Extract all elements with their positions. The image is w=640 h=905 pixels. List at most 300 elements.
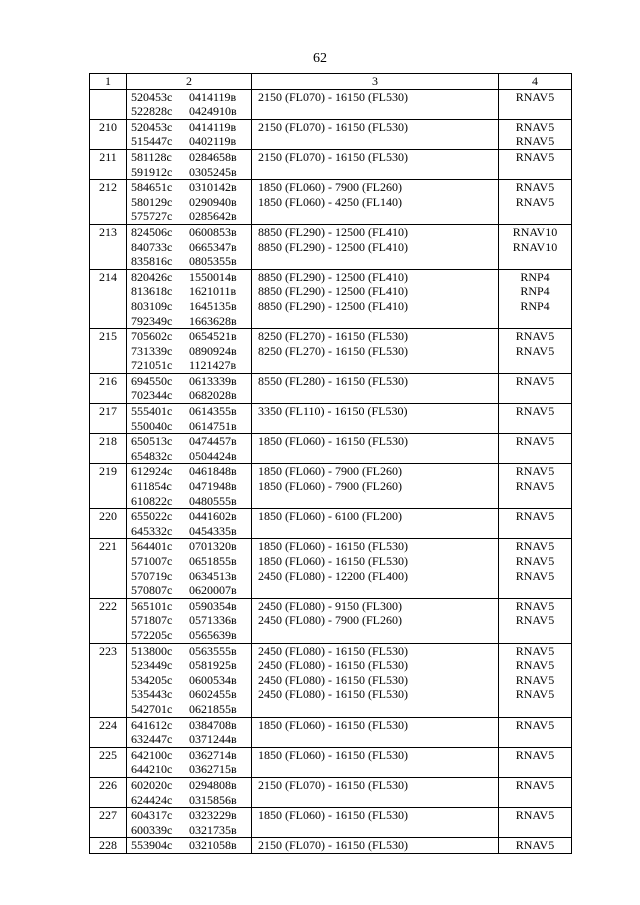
latitude: 523449с bbox=[131, 658, 173, 673]
levels-cell bbox=[252, 404, 499, 434]
navigation-spec-cell bbox=[499, 180, 572, 225]
coordinates-cell bbox=[127, 838, 252, 854]
navigation-spec: RNAV5 bbox=[515, 343, 555, 358]
altitude-range: 2450 (FL080) - 16150 (FL530) bbox=[258, 658, 408, 673]
altitude-range: 1850 (FL060) - 7900 (FL260) bbox=[258, 180, 402, 195]
altitude-range: 8850 (FL290) - 12500 (FL410) bbox=[258, 269, 408, 284]
navigation-spec: RNAV5 bbox=[515, 89, 555, 104]
latitude: 624424с bbox=[131, 792, 173, 807]
longitude: 1550014в bbox=[189, 269, 237, 284]
coordinate-line bbox=[127, 419, 251, 434]
coordinate-line bbox=[127, 90, 251, 105]
latitude: 575727с bbox=[131, 209, 173, 224]
route-number: 223 bbox=[90, 643, 127, 717]
coordinate-line bbox=[127, 613, 251, 628]
latitude: 570807с bbox=[131, 583, 173, 598]
navigation-spec: RNAV5 bbox=[515, 180, 555, 195]
latitude: 522828с bbox=[131, 104, 173, 119]
coordinate-line bbox=[127, 658, 251, 673]
latitude: 654832с bbox=[131, 448, 173, 463]
latitude: 824506с bbox=[131, 224, 173, 239]
coordinate-line bbox=[127, 225, 251, 240]
latitude: 580129с bbox=[131, 194, 173, 209]
navigation-spec-cell bbox=[499, 509, 572, 539]
navigation-spec-cell bbox=[499, 329, 572, 374]
table-row bbox=[90, 539, 572, 598]
table-row bbox=[90, 329, 572, 374]
levels-cell bbox=[252, 838, 499, 854]
altitude-range: 8850 (FL290) - 12500 (FL410) bbox=[258, 284, 408, 299]
route-number: 214 bbox=[90, 269, 127, 328]
longitude: 0890924в bbox=[189, 343, 237, 358]
coordinate-line bbox=[127, 808, 251, 823]
table-row bbox=[90, 180, 572, 225]
table-row bbox=[90, 717, 572, 747]
levels-cell bbox=[252, 373, 499, 403]
levels-cell bbox=[252, 224, 499, 269]
longitude: 0305245в bbox=[189, 164, 237, 179]
route-number bbox=[90, 89, 127, 119]
altitude-range: 2450 (FL080) - 12200 (FL400) bbox=[258, 568, 408, 583]
altitude-range: 2450 (FL080) - 16150 (FL530) bbox=[258, 643, 408, 658]
coordinate-line bbox=[127, 150, 251, 165]
longitude: 0424910в bbox=[189, 104, 237, 119]
coordinate-line bbox=[127, 374, 251, 389]
longitude: 0602455в bbox=[189, 687, 237, 702]
levels-cell bbox=[252, 643, 499, 717]
navigation-spec-cell bbox=[499, 717, 572, 747]
longitude: 0414119в bbox=[189, 119, 237, 134]
navigation-spec: RNAV5 bbox=[515, 434, 555, 449]
navigation-spec-cell bbox=[499, 643, 572, 717]
altitude-range: 2150 (FL070) - 16150 (FL530) bbox=[258, 149, 408, 164]
coordinate-line bbox=[127, 104, 251, 119]
longitude: 0321058в bbox=[189, 838, 237, 853]
navigation-spec-cell bbox=[499, 539, 572, 598]
latitude: 584651с bbox=[131, 180, 173, 195]
coordinate-line bbox=[127, 165, 251, 180]
latitude: 792349с bbox=[131, 313, 173, 328]
altitude-range: 2150 (FL070) - 16150 (FL530) bbox=[258, 777, 408, 792]
coordinate-line bbox=[127, 314, 251, 329]
header-row bbox=[90, 74, 572, 90]
latitude: 572205с bbox=[131, 627, 173, 642]
table-row bbox=[90, 643, 572, 717]
coordinate-line bbox=[127, 628, 251, 643]
latitude: 840733с bbox=[131, 239, 173, 254]
levels-cell bbox=[252, 269, 499, 328]
longitude: 0563555в bbox=[189, 643, 237, 658]
altitude-range: 2450 (FL080) - 16150 (FL530) bbox=[258, 672, 408, 687]
coordinate-line bbox=[127, 270, 251, 285]
altitude-range: 8850 (FL290) - 12500 (FL410) bbox=[258, 298, 408, 313]
table-row bbox=[90, 89, 572, 119]
latitude: 705602с bbox=[131, 329, 173, 344]
navigation-spec: RNAV5 bbox=[515, 658, 555, 673]
coordinates-cell bbox=[127, 329, 252, 374]
coordinate-line bbox=[127, 180, 251, 195]
coordinate-line bbox=[127, 494, 251, 509]
navigation-spec-cell bbox=[499, 269, 572, 328]
latitude: 611854с bbox=[131, 479, 172, 494]
navigation-spec: RNP4 bbox=[520, 269, 550, 284]
table-row bbox=[90, 464, 572, 509]
levels-cell bbox=[252, 539, 499, 598]
coordinates-cell bbox=[127, 509, 252, 539]
coordinate-line bbox=[127, 702, 251, 717]
longitude: 0294808в bbox=[189, 777, 237, 792]
table-row bbox=[90, 747, 572, 777]
longitude: 0651855в bbox=[189, 554, 237, 568]
latitude: 553904с bbox=[131, 838, 173, 853]
altitude-range: 1850 (FL060) - 16150 (FL530) bbox=[258, 747, 408, 762]
table-row bbox=[90, 434, 572, 464]
altitude-range: 1850 (FL060) - 6100 (FL200) bbox=[258, 509, 402, 524]
altitude-range: 8850 (FL290) - 12500 (FL410) bbox=[258, 239, 408, 254]
route-number: 220 bbox=[90, 509, 127, 539]
coordinate-line bbox=[127, 509, 251, 524]
coordinate-line bbox=[127, 388, 251, 403]
longitude: 0323229в bbox=[189, 808, 237, 823]
latitude: 520453с bbox=[131, 89, 173, 104]
navigation-spec-cell bbox=[499, 434, 572, 464]
navigation-spec: RNAV5 bbox=[515, 613, 555, 628]
longitude: 0414119в bbox=[189, 89, 237, 104]
latitude: 612924с bbox=[131, 464, 173, 479]
latitude: 513800с bbox=[131, 643, 173, 658]
longitude: 0362715в bbox=[189, 762, 237, 777]
route-number: 227 bbox=[90, 808, 127, 838]
coordinates-cell bbox=[127, 89, 252, 119]
levels-cell bbox=[252, 119, 499, 149]
latitude: 535443с bbox=[131, 687, 173, 702]
longitude: 1645135в bbox=[189, 298, 237, 313]
longitude: 0600853в bbox=[189, 224, 237, 239]
longitude: 0665347в bbox=[189, 239, 237, 254]
altitude-range: 1850 (FL060) - 16150 (FL530) bbox=[258, 539, 408, 554]
coordinate-line bbox=[127, 299, 251, 314]
coordinates-cell bbox=[127, 643, 252, 717]
altitude-range: 8250 (FL270) - 16150 (FL530) bbox=[258, 329, 408, 344]
longitude: 0284658в bbox=[189, 149, 237, 164]
levels-cell bbox=[252, 808, 499, 838]
longitude: 0571336в bbox=[189, 613, 237, 628]
longitude: 0441602в bbox=[189, 509, 237, 524]
levels-cell bbox=[252, 598, 499, 643]
coordinate-line bbox=[127, 344, 251, 359]
coordinates-cell bbox=[127, 717, 252, 747]
coordinate-line bbox=[127, 673, 251, 688]
coordinate-line bbox=[127, 569, 251, 584]
table-row bbox=[90, 269, 572, 328]
longitude: 0504424в bbox=[189, 448, 237, 463]
column-header: 4 bbox=[499, 74, 572, 90]
route-number: 213 bbox=[90, 224, 127, 269]
coordinate-line bbox=[127, 644, 251, 659]
route-number: 222 bbox=[90, 598, 127, 643]
latitude: 591912с bbox=[131, 164, 173, 179]
coordinate-line bbox=[127, 284, 251, 299]
coordinate-line bbox=[127, 209, 251, 224]
latitude: 564401с bbox=[131, 539, 173, 554]
longitude: 0454335в bbox=[189, 523, 237, 538]
coordinate-line bbox=[127, 838, 251, 853]
navigation-spec: RNAV5 bbox=[515, 464, 555, 479]
route-number: 210 bbox=[90, 119, 127, 149]
navigation-spec-cell bbox=[499, 404, 572, 434]
table-row bbox=[90, 509, 572, 539]
latitude: 515447с bbox=[131, 134, 173, 149]
navigation-spec: RNAV5 bbox=[515, 717, 555, 732]
latitude: 604317с bbox=[131, 808, 173, 823]
levels-cell bbox=[252, 777, 499, 807]
navigation-spec: RNAV10 bbox=[512, 224, 558, 239]
longitude: 0285642в bbox=[189, 209, 237, 224]
coordinates-cell bbox=[127, 269, 252, 328]
coordinates-cell bbox=[127, 149, 252, 179]
longitude: 0613339в bbox=[189, 373, 237, 388]
coordinates-cell bbox=[127, 119, 252, 149]
coordinate-line bbox=[127, 599, 251, 614]
navigation-spec: RNAV5 bbox=[515, 554, 555, 568]
route-number: 211 bbox=[90, 149, 127, 179]
navigation-spec: RNP4 bbox=[520, 284, 550, 299]
latitude: 542701с bbox=[131, 701, 173, 716]
navigation-spec: RNAV5 bbox=[515, 568, 555, 583]
coordinate-line bbox=[127, 404, 251, 419]
coordinates-cell bbox=[127, 539, 252, 598]
altitude-range: 8550 (FL280) - 16150 (FL530) bbox=[258, 373, 408, 388]
navigation-spec-cell bbox=[499, 598, 572, 643]
latitude: 655022с bbox=[131, 509, 173, 524]
longitude: 0310142в bbox=[189, 180, 237, 195]
longitude: 1663628в bbox=[189, 313, 237, 328]
altitude-range: 2450 (FL080) - 16150 (FL530) bbox=[258, 687, 408, 702]
longitude: 0471948в bbox=[189, 479, 237, 494]
table-row bbox=[90, 119, 572, 149]
navigation-spec: RNP4 bbox=[520, 298, 550, 313]
latitude: 570719с bbox=[131, 568, 173, 583]
coordinates-cell bbox=[127, 180, 252, 225]
longitude: 0565639в bbox=[189, 627, 237, 642]
navigation-spec: RNAV5 bbox=[515, 643, 555, 658]
navigation-spec: RNAV5 bbox=[515, 509, 555, 524]
longitude: 1621011в bbox=[189, 284, 237, 299]
coordinates-cell bbox=[127, 777, 252, 807]
altitude-range: 1850 (FL060) - 16150 (FL530) bbox=[258, 434, 408, 449]
coordinate-line bbox=[127, 240, 251, 255]
navigation-spec: RNAV5 bbox=[515, 598, 555, 613]
table-row bbox=[90, 598, 572, 643]
longitude: 0384708в bbox=[189, 717, 237, 732]
latitude: 632447с bbox=[131, 732, 173, 747]
levels-cell bbox=[252, 509, 499, 539]
navigation-spec: RNAV5 bbox=[515, 672, 555, 687]
navigation-spec: RNAV5 bbox=[515, 539, 555, 554]
navigation-spec: RNAV5 bbox=[515, 194, 555, 209]
latitude: 645332с bbox=[131, 523, 173, 538]
coordinates-cell bbox=[127, 747, 252, 777]
navigation-spec: RNAV5 bbox=[515, 404, 555, 419]
navigation-spec: RNAV5 bbox=[515, 777, 555, 792]
levels-cell bbox=[252, 717, 499, 747]
coordinate-line bbox=[127, 823, 251, 838]
coordinates-cell bbox=[127, 808, 252, 838]
coordinate-line bbox=[127, 479, 251, 494]
longitude: 0614355в bbox=[189, 404, 237, 419]
navigation-spec-cell bbox=[499, 149, 572, 179]
longitude: 0362714в bbox=[189, 747, 237, 762]
longitude: 0461848в bbox=[189, 464, 237, 479]
altitude-range: 1850 (FL060) - 16150 (FL530) bbox=[258, 554, 408, 568]
column-header: 1 bbox=[90, 74, 127, 90]
longitude: 0654521в bbox=[189, 329, 237, 344]
navigation-spec-cell bbox=[499, 373, 572, 403]
levels-cell bbox=[252, 747, 499, 777]
table-row bbox=[90, 224, 572, 269]
latitude: 602020с bbox=[131, 777, 173, 792]
altitude-range: 1850 (FL060) - 16150 (FL530) bbox=[258, 808, 408, 823]
latitude: 520453с bbox=[131, 119, 173, 134]
latitude: 803109с bbox=[131, 298, 173, 313]
coordinate-line bbox=[127, 524, 251, 539]
coordinates-cell bbox=[127, 373, 252, 403]
page-number: 62 bbox=[313, 51, 327, 66]
latitude: 731339с bbox=[131, 343, 173, 358]
longitude: 0600534в bbox=[189, 672, 237, 687]
altitude-range: 2450 (FL080) - 9150 (FL300) bbox=[258, 598, 402, 613]
navigation-spec: RNAV5 bbox=[515, 119, 555, 134]
table-row bbox=[90, 373, 572, 403]
latitude: 600339с bbox=[131, 822, 173, 837]
table-row bbox=[90, 404, 572, 434]
coordinate-line bbox=[127, 120, 251, 135]
route-number: 212 bbox=[90, 180, 127, 225]
coordinates-cell bbox=[127, 404, 252, 434]
latitude: 550040с bbox=[131, 418, 173, 433]
coordinate-line bbox=[127, 762, 251, 777]
latitude: 650513с bbox=[131, 434, 173, 449]
longitude: 0614751в bbox=[189, 418, 237, 433]
longitude: 0805355в bbox=[189, 254, 237, 269]
longitude: 1121427в bbox=[189, 358, 237, 373]
altitude-range: 1850 (FL060) - 7900 (FL260) bbox=[258, 479, 402, 494]
navigation-spec: RNAV5 bbox=[515, 373, 555, 388]
latitude: 534205с bbox=[131, 672, 173, 687]
navigation-spec: RNAV10 bbox=[512, 239, 558, 254]
levels-cell bbox=[252, 180, 499, 225]
latitude: 702344с bbox=[131, 388, 173, 403]
navigation-spec: RNAV5 bbox=[515, 687, 555, 702]
altitude-range: 2150 (FL070) - 16150 (FL530) bbox=[258, 89, 408, 104]
navigation-spec: RNAV5 bbox=[515, 479, 555, 494]
route-number: 217 bbox=[90, 404, 127, 434]
coordinates-cell bbox=[127, 464, 252, 509]
altitude-range: 2150 (FL070) - 16150 (FL530) bbox=[258, 119, 408, 134]
column-header: 3 bbox=[252, 74, 499, 90]
longitude: 0621855в bbox=[189, 701, 237, 716]
route-number: 225 bbox=[90, 747, 127, 777]
navigation-spec-cell bbox=[499, 224, 572, 269]
altitude-range: 2450 (FL080) - 7900 (FL260) bbox=[258, 613, 402, 628]
levels-cell bbox=[252, 464, 499, 509]
coordinate-line bbox=[127, 134, 251, 149]
latitude: 642100с bbox=[131, 747, 173, 762]
latitude: 721051с bbox=[131, 358, 173, 373]
route-number: 215 bbox=[90, 329, 127, 374]
levels-cell bbox=[252, 89, 499, 119]
altitude-range: 1850 (FL060) - 16150 (FL530) bbox=[258, 717, 408, 732]
altitude-range: 3350 (FL110) - 16150 (FL530) bbox=[258, 404, 408, 419]
coordinate-line bbox=[127, 195, 251, 210]
latitude: 565101с bbox=[131, 598, 173, 613]
coordinate-line bbox=[127, 539, 251, 554]
coordinate-line bbox=[127, 254, 251, 269]
route-number: 218 bbox=[90, 434, 127, 464]
latitude: 641612с bbox=[131, 717, 173, 732]
longitude: 0402119в bbox=[189, 134, 237, 149]
navigation-spec: RNAV5 bbox=[515, 838, 555, 853]
coordinate-line bbox=[127, 329, 251, 344]
table-row bbox=[90, 777, 572, 807]
latitude: 813618с bbox=[131, 284, 173, 299]
longitude: 0321735в bbox=[189, 822, 237, 837]
coordinate-line bbox=[127, 583, 251, 598]
coordinate-line bbox=[127, 778, 251, 793]
navigation-spec-cell bbox=[499, 119, 572, 149]
navigation-spec-cell bbox=[499, 808, 572, 838]
navigation-spec: RNAV5 bbox=[515, 808, 555, 823]
route-number: 226 bbox=[90, 777, 127, 807]
route-number: 228 bbox=[90, 838, 127, 854]
navigation-spec: RNAV5 bbox=[515, 747, 555, 762]
coordinate-line bbox=[127, 793, 251, 808]
route-number: 224 bbox=[90, 717, 127, 747]
latitude: 644210с bbox=[131, 762, 173, 777]
navigation-spec-cell bbox=[499, 89, 572, 119]
longitude: 0590354в bbox=[189, 598, 237, 613]
latitude: 555401с bbox=[131, 404, 173, 419]
navigation-spec-cell bbox=[499, 464, 572, 509]
route-number: 221 bbox=[90, 539, 127, 598]
route-number: 219 bbox=[90, 464, 127, 509]
longitude: 0682028в bbox=[189, 388, 237, 403]
levels-cell bbox=[252, 329, 499, 374]
altitude-range: 8850 (FL290) - 12500 (FL410) bbox=[258, 224, 408, 239]
coordinate-line bbox=[127, 718, 251, 733]
coordinate-line bbox=[127, 732, 251, 747]
latitude: 610822с bbox=[131, 493, 173, 508]
navigation-spec: RNAV5 bbox=[515, 329, 555, 344]
latitude: 820426с bbox=[131, 269, 173, 284]
navigation-spec: RNAV5 bbox=[515, 149, 555, 164]
latitude: 694550с bbox=[131, 373, 173, 388]
latitude: 571807с bbox=[131, 613, 173, 628]
longitude: 0480555в bbox=[189, 493, 237, 508]
navigation-spec-cell bbox=[499, 838, 572, 854]
altitude-range: 1850 (FL060) - 7900 (FL260) bbox=[258, 464, 402, 479]
navigation-spec-cell bbox=[499, 747, 572, 777]
longitude: 0634513в bbox=[189, 568, 237, 583]
longitude: 0474457в bbox=[189, 434, 237, 449]
coordinate-line bbox=[127, 434, 251, 449]
coordinates-cell bbox=[127, 434, 252, 464]
altitude-range: 8250 (FL270) - 16150 (FL530) bbox=[258, 343, 408, 358]
coordinate-line bbox=[127, 449, 251, 464]
coordinate-line bbox=[127, 358, 251, 373]
longitude: 0581925в bbox=[189, 658, 237, 673]
levels-cell bbox=[252, 434, 499, 464]
